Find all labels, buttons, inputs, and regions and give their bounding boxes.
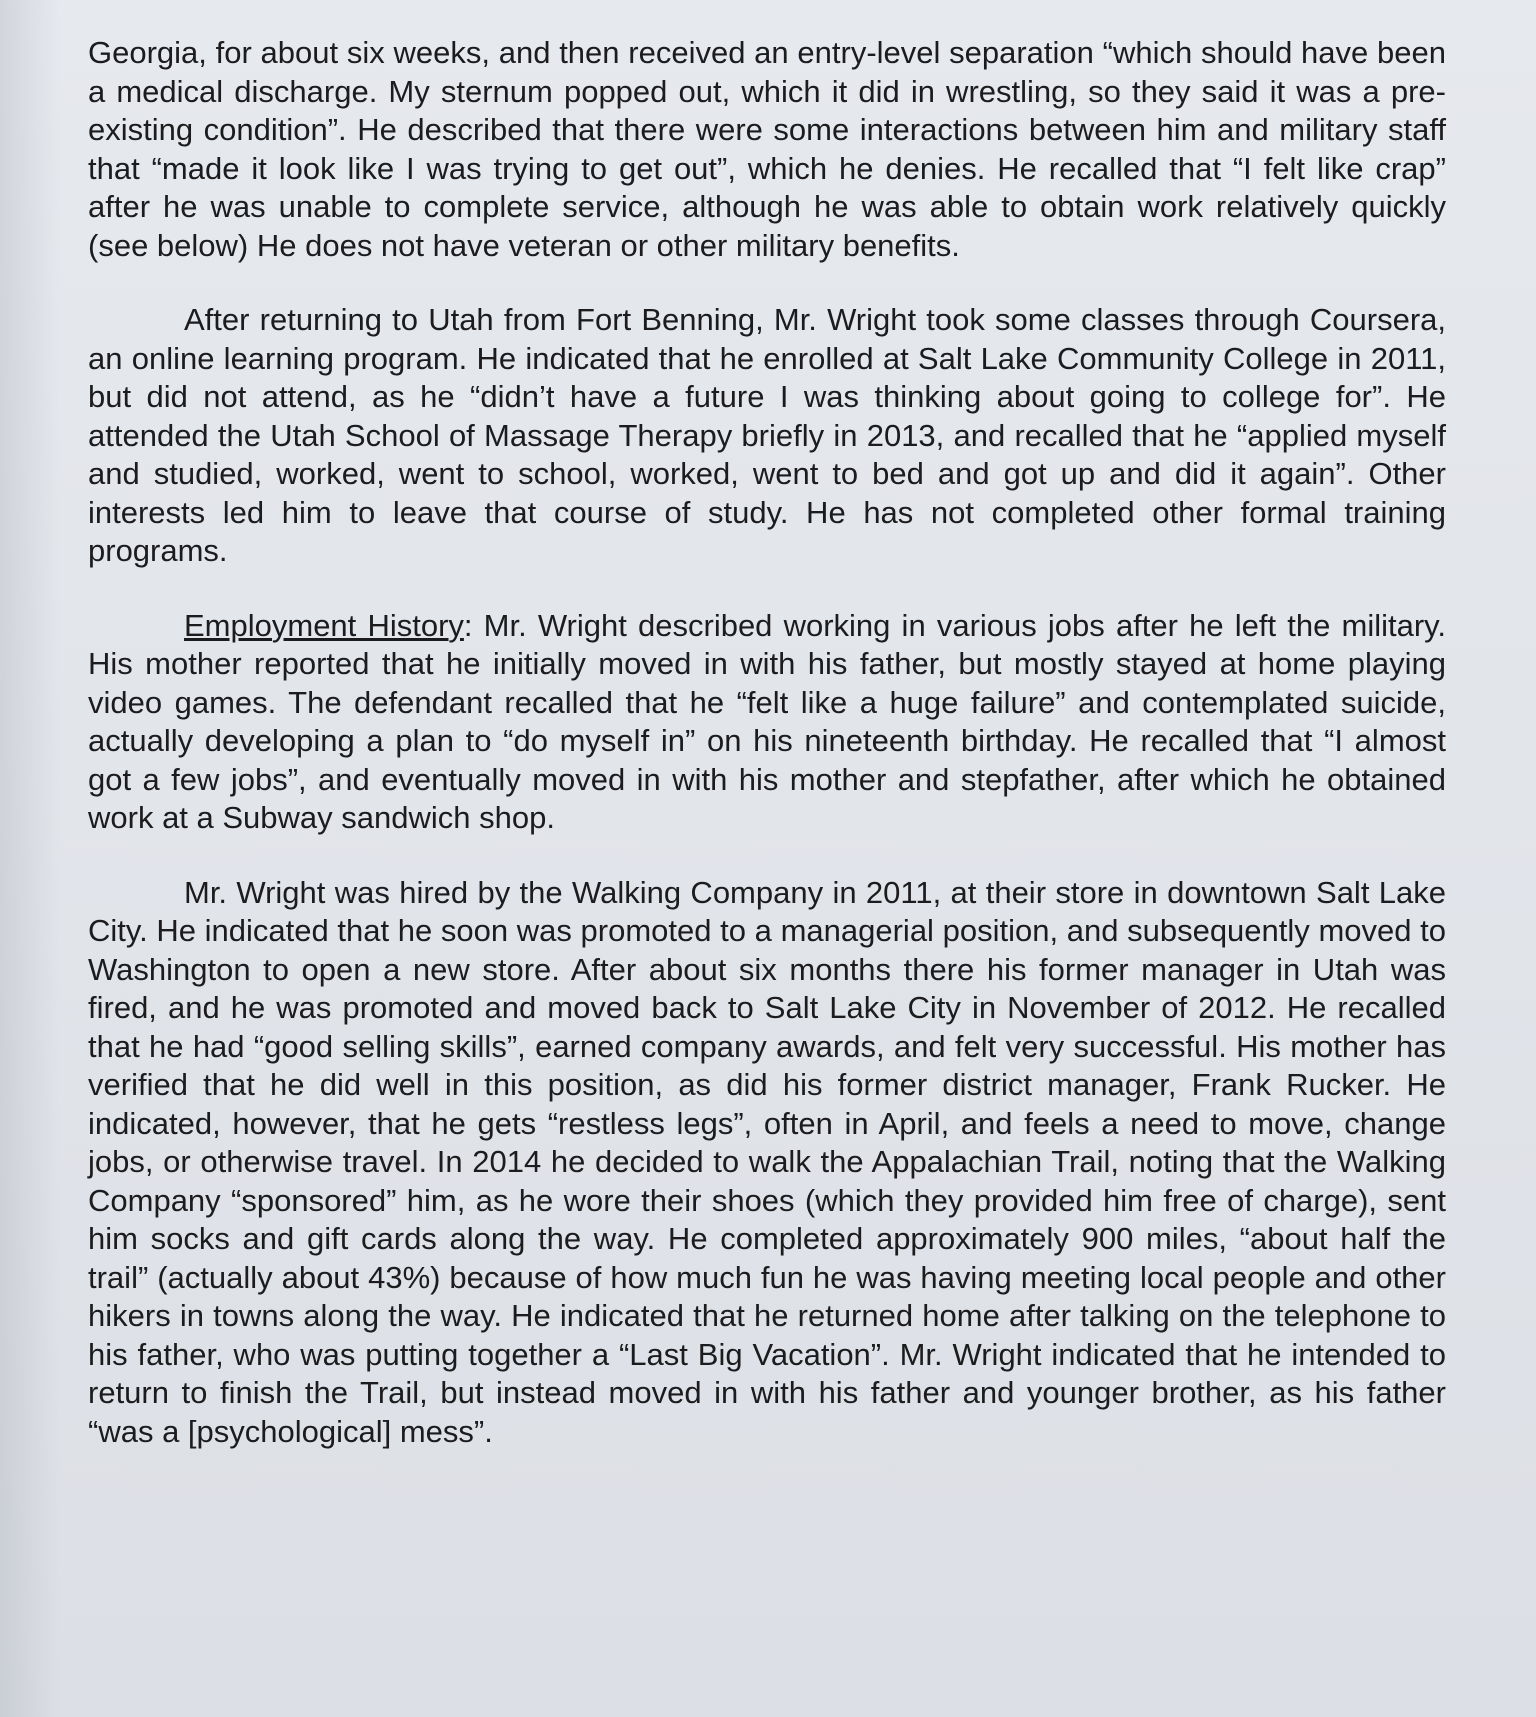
page-shadow <box>0 0 60 1717</box>
paragraph-education <box>88 301 1446 571</box>
paragraph-employment-history <box>88 607 1446 838</box>
paragraph-text: Georgia, for about six weeks, and then received an entry-level separation “which should have been a medical discharge. My sternum popped out, which it did in wrestling, so they said it was a pre-existing condition”. He described that there were some interactions between him and military staff that “made it look like I was trying to get out”, which he denies. He recalled that “I felt like crap” after he was unable to complete service, although he was able to obtain work relatively quickly (see below) He does not have veteran or other military benefits. <box>88 35 1446 263</box>
paragraph-text: After returning to Utah from Fort Benning, Mr. Wright took some classes through Coursera, an online learning program. He indicated that he enrolled at Salt Lake Community College in 2011, but did not attend, as he “didn’t have a future I was thinking about going to college for”. He attended the Utah School of Massage Therapy briefly in 2013, and recalled that he “applied myself and studied, worked, went to school, worked, went to bed and got up and did it again”. Other interests led him to leave that course of study. He has not completed other formal training programs. <box>88 302 1446 568</box>
paragraph-text: Mr. Wright was hired by the Walking Company in 2011, at their store in downtown Salt Lake City. He indicated that he soon was promoted to a managerial position, and subsequently moved to Washington to open a new store. After about six months there his former manager in Utah was fired, and he was promoted and moved back to Salt Lake City in November of 2012. He recalled that he had “good selling skills”, earned company awards, and felt very successful. His mother has verified that he did well in this position, as did his former district manager, Frank Rucker. He indicated, however, that he gets “restless legs”, often in April, and feels a need to move, change jobs, or otherwise travel. In 2014 he decided to walk the Appalachian Trail, noting that the Walking Company “sponsored” him, as he wore their shoes (which they provided him free of charge), sent him socks and gift cards along the way. He completed approximately 900 miles, “about half the trail” (actually about 43%) because of how much fun he was having meeting local people and other hikers in towns along the way. He indicated that he returned home after talking on the telephone to his father, who was putting together a “Last Big Vacation”. Mr. Wright indicated that he intended to return to finish the Trail, but instead moved in with his father and younger brother, as his father “was a [psychological] mess”. <box>88 874 1446 1449</box>
paragraph-military-service <box>88 34 1446 265</box>
paragraph-walking-company <box>88 874 1446 1452</box>
paragraph-text: : Mr. Wright described working in various jobs after he left the military. His mother reported that he initially moved in with his father, but mostly stayed at home playing video games. The defendant recalled that he “felt like a huge failure” and contemplated suicide, actually developing a plan to “do myself in” on his nineteenth birthday. He recalled that “I almost got a few jobs”, and eventually moved in with his mother and stepfather, after which he obtained work at a Subway sandwich shop. <box>88 607 1446 835</box>
section-heading-employment-history: Employment History <box>184 607 464 643</box>
document-body <box>88 34 1446 1451</box>
